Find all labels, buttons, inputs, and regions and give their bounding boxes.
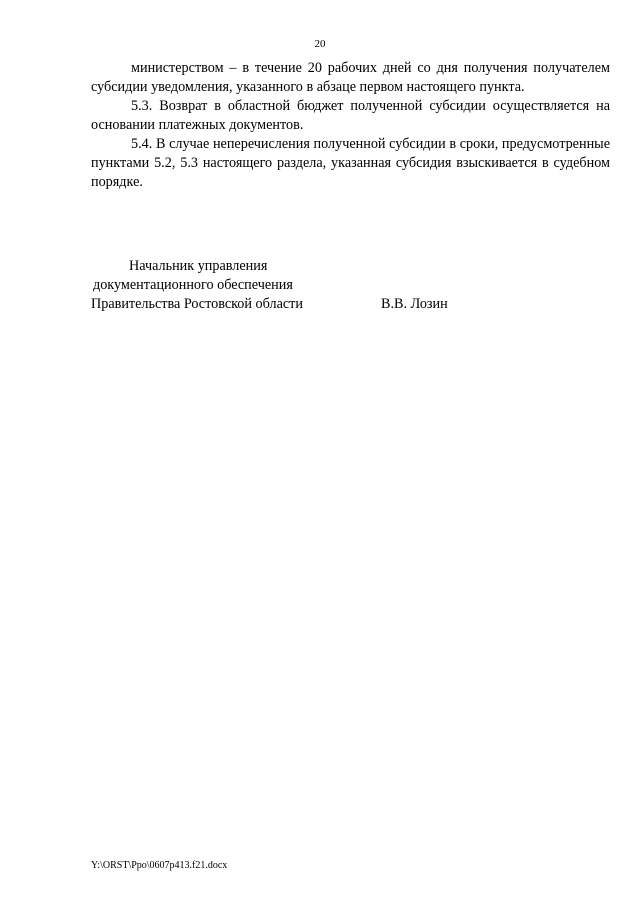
signatory-title-line-3: Правительства Ростовской области (91, 296, 303, 312)
page-number: 20 (314, 38, 326, 50)
paragraph-5-3: 5.3. Возврат в областной бюджет полученной субсидии осуществляется на основании платежных документов. (91, 98, 610, 133)
signature-row (91, 295, 610, 314)
signature-block (91, 257, 610, 314)
signatory-title-line-2: документационного обеспечения (93, 277, 293, 293)
paragraph-continuation: министерством – в течение 20 рабочих дней со дня получения получателем субсидии уведомления, указанного в абзаце первом настоящего пункта. (91, 60, 610, 95)
document-body (91, 59, 610, 192)
signatory-title-line-1: Начальник управления (129, 258, 268, 274)
signatory-name: В.В. Лозин (381, 296, 448, 312)
paragraph-5-4: 5.4. В случае неперечисления полученной субсидии в сроки, предусмотренные пунктами 5.2, 5.3 настоящего раздела, указанная субсидия взыскивается в судебном порядке. (91, 136, 610, 190)
file-path-footer: Y:\ORST\Ppo\0607p413.f21.docx (91, 860, 228, 871)
